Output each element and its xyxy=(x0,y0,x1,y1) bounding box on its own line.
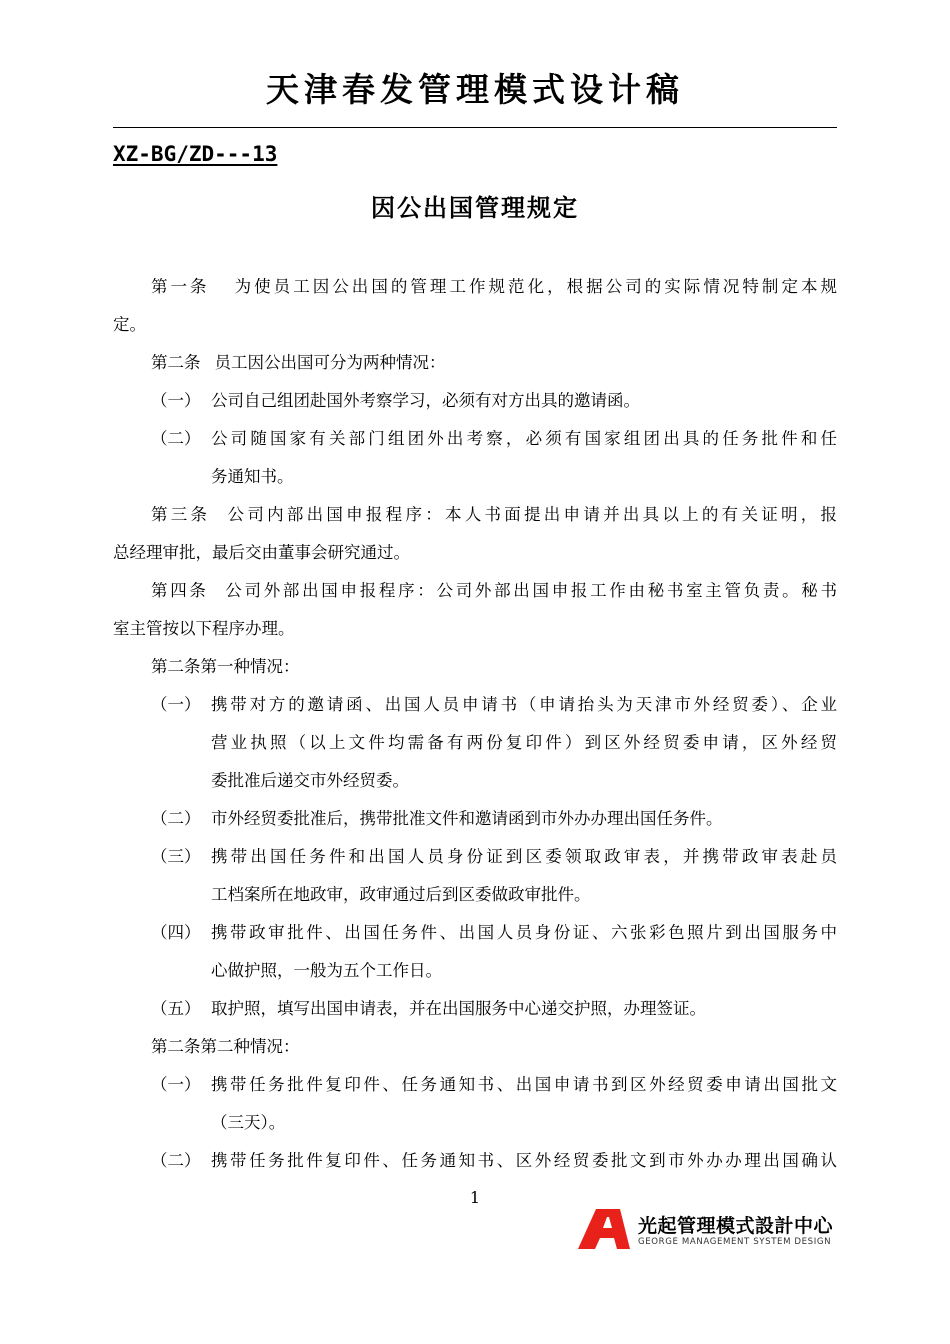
item-marker: （四） xyxy=(151,923,201,942)
item-text: 公司自己组团赴国外考察学习，必须有对方出具的邀请函。 xyxy=(211,391,640,410)
item-marker: （一） xyxy=(151,391,201,410)
item-marker: （二） xyxy=(151,429,201,448)
article-1-label: 第一条 xyxy=(151,277,210,296)
article-2-item-1 xyxy=(113,382,837,420)
item-text: 携带任务批件复印件、任务通知书、区外经贸委批文到市外办办理出国确认 xyxy=(211,1151,837,1170)
case-1-item-1 xyxy=(113,686,837,724)
footer-logo xyxy=(576,1207,838,1251)
article-2-item-2 xyxy=(113,420,837,458)
article-4-label: 第四条 xyxy=(151,581,209,600)
case-2-item-2 xyxy=(113,1142,837,1180)
article-2-item-2-cont: 务通知书。 xyxy=(211,467,294,486)
logo-name: 光起管理模式設計中心 xyxy=(638,1215,834,1237)
logo-subtitle: GEORGE MANAGEMENT SYSTEM DESIGN xyxy=(638,1237,832,1247)
document-title: 因公出国管理规定 xyxy=(371,194,579,222)
header-divider xyxy=(113,127,837,128)
article-3-text: 公司内部出国申报程序：本人书面提出申请并出具以上的有关证明，报 xyxy=(224,505,838,524)
document-code: XZ-BG/ZD---13 xyxy=(113,142,278,166)
item-text: 市外经贸委批准后，携带批准文件和邀请函到市外办办理出国任务件。 xyxy=(211,809,723,828)
article-3-line-1 xyxy=(113,496,837,534)
item-marker: （三） xyxy=(151,847,201,866)
article-2-label: 第二条 xyxy=(151,353,201,372)
item-text: 公司随国家有关部门组团外出考察，必须有国家组团出具的任务批件和任 xyxy=(211,429,837,448)
article-3-line-2: 总经理审批，最后交由董事会研究通过。 xyxy=(113,543,410,562)
case-2-heading: 第二条第二种情况： xyxy=(151,1037,300,1056)
item-text: 携带对方的邀请函、出国人员申请书（申请抬头为天津市外经贸委）、企业 xyxy=(211,695,837,714)
case-1-heading: 第二条第一种情况： xyxy=(151,657,300,676)
article-3-label: 第三条 xyxy=(151,505,211,524)
case-1-item-5 xyxy=(113,990,837,1028)
page-header-title: 天津春发管理模式设计稿 xyxy=(266,70,684,109)
item-text: 取护照，填写出国申请表，并在出国服务中心递交护照，办理签证。 xyxy=(211,999,706,1018)
item-marker: （一） xyxy=(151,695,201,714)
case-2-item-1 xyxy=(113,1066,837,1104)
case-1-item-3 xyxy=(113,838,837,876)
document-body xyxy=(113,268,837,1180)
item-text: 携带任务批件复印件、任务通知书、出国申请书到区外经贸委申请出国批文 xyxy=(211,1075,837,1094)
case-1-item-3-cont: 工档案所在地政审，政审通过后到区委做政审批件。 xyxy=(211,885,591,904)
logo-mark-icon xyxy=(576,1207,634,1251)
article-4-line-1 xyxy=(113,572,837,610)
case-1-item-2 xyxy=(113,800,837,838)
item-text: 携带出国任务件和出国人员身份证到区委领取政审表，并携带政审表赴员 xyxy=(211,847,837,866)
article-2 xyxy=(113,344,837,382)
article-1-line-2: 定。 xyxy=(113,315,146,334)
article-1-text: 为使员工因公出国的管理工作规范化，根据公司的实际情况特制定本规 xyxy=(231,277,838,296)
page-number: 1 xyxy=(469,1188,481,1207)
article-4-text: 公司外部出国申报程序：公司外部出国申报工作由秘书室主管负责。秘书 xyxy=(222,581,838,600)
item-marker: （五） xyxy=(151,999,201,1018)
item-marker: （二） xyxy=(151,809,201,828)
case-1-item-4-cont: 心做护照，一般为五个工作日。 xyxy=(211,961,442,980)
case-1-item-4 xyxy=(113,914,837,952)
case-2-item-1-cont: （三天）。 xyxy=(211,1113,286,1132)
case-1-item-1-cont-2: 委批准后递交市外经贸委。 xyxy=(211,771,409,790)
article-4-line-2: 室主管按以下程序办理。 xyxy=(113,619,295,638)
item-marker: （一） xyxy=(151,1075,201,1094)
case-1-item-1-cont: 营业执照（以上文件均需备有两份复印件）到区外经贸委申请，区外经贸 xyxy=(211,733,837,752)
item-marker: （二） xyxy=(151,1151,201,1170)
article-2-text: 员工因公出国可分为两种情况： xyxy=(214,353,446,372)
article-1-line-1 xyxy=(113,268,837,306)
item-text: 携带政审批件、出国任务件、出国人员身份证、六张彩色照片到出国服务中 xyxy=(211,923,837,942)
